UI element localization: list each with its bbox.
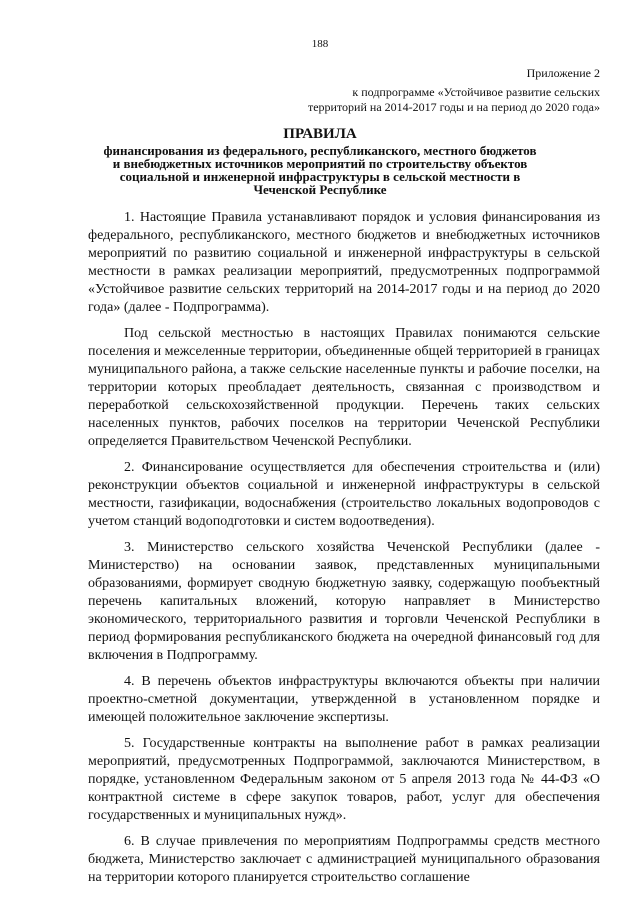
paragraph-3: 2. Финансирование осуществляется для обеспечения строительства и (или) реконструкции объектов социальной и инженерной инфраструктуры в сельской местности, газификации, водоснабжения (строительство локальных водопроводов с учетом станций водоподготовки и систем водоотведения). [88, 460, 600, 529]
paragraph-1: 1. Настоящие Правила устанавливают порядок и условия финансирования из федерального, республиканского, местного бюджетов и внебюджетных источников мероприятий по развитию социальной и инженерной инфраструктуры в сельской местности в рамках реализации мероприятий, предусмотренных подпрограммой «Устойчивое развитие сельских территорий на 2014-2017 годы и на период до 2020 года» (далее - Подпрограмма). [88, 210, 600, 315]
document-body [88, 209, 600, 895]
paragraph-5: 4. В перечень объектов инфраструктуры включаются объекты при наличии проектно-сметной документации, утвержденной в установленном порядке и имеющей положительное заключение экспертизы. [88, 674, 600, 725]
paragraph-6: 5. Государственные контракты на выполнение работ в рамках реализации мероприятий, предусмотренных Подпрограммой, заключаются Министерством, в порядке, установленном Федеральным законом от 5 апреля 2013 года № 44-ФЗ «О контрактной системе в сфере закупок товаров, работ, услуг для обеспечения государственных и муниципальных нужд». [88, 736, 600, 823]
paragraph-7: 6. В случае привлечения по мероприятиям Подпрограммы средств местного бюджета, Министерство заключает с администрацией муниципального образования на территории которого планируется строительство соглашение [88, 834, 600, 885]
appendix-line-2: территорий на 2014-2017 годы и на период до 2020 года» [307, 100, 600, 114]
appendix-title: Приложение 2 [526, 66, 600, 80]
paragraph-4: 3. Министерство сельского хозяйства Чеченской Республики (далее - Министерство) на основании заявок, представленных муниципальными образованиями, формирует сводную бюджетную заявку, содержащую пообъектный перечень капитальных вложений, которую направляет в Министерство экономического, территориального развития и торговли Чеченской Республики в период формирования республиканского бюджета на очередной финансовый год для включения в Подпрограмму. [88, 540, 600, 663]
paragraph-2: Под сельской местностью в настоящих Правилах понимаются сельские поселения и межселенные территории, объединенные общей территорией в границах муниципального района, а также сельские населенные пункты и рабочие поселки, на территории которых преобладает деятельность, связанная с производством и переработкой сельскохозяйственной продукции. Перечень таких сельских населенных пунктов, рабочих поселков на территории Чеченской Республики определяется Правительством Чеченской Республики. [88, 326, 600, 449]
page-number: 188 [311, 38, 329, 50]
document-title: ПРАВИЛА [283, 126, 357, 142]
appendix-reference [260, 66, 600, 115]
document-subtitle: финансирования из федерального, республиканского, местного бюджетов и внебюджетных источников мероприятий по строительству объектов социальной и инженерной инфраструктуры в сельской местности в Чеченской Республике [103, 143, 537, 197]
appendix-line-1: к подпрограмме «Устойчивое развитие сельских [352, 85, 600, 99]
